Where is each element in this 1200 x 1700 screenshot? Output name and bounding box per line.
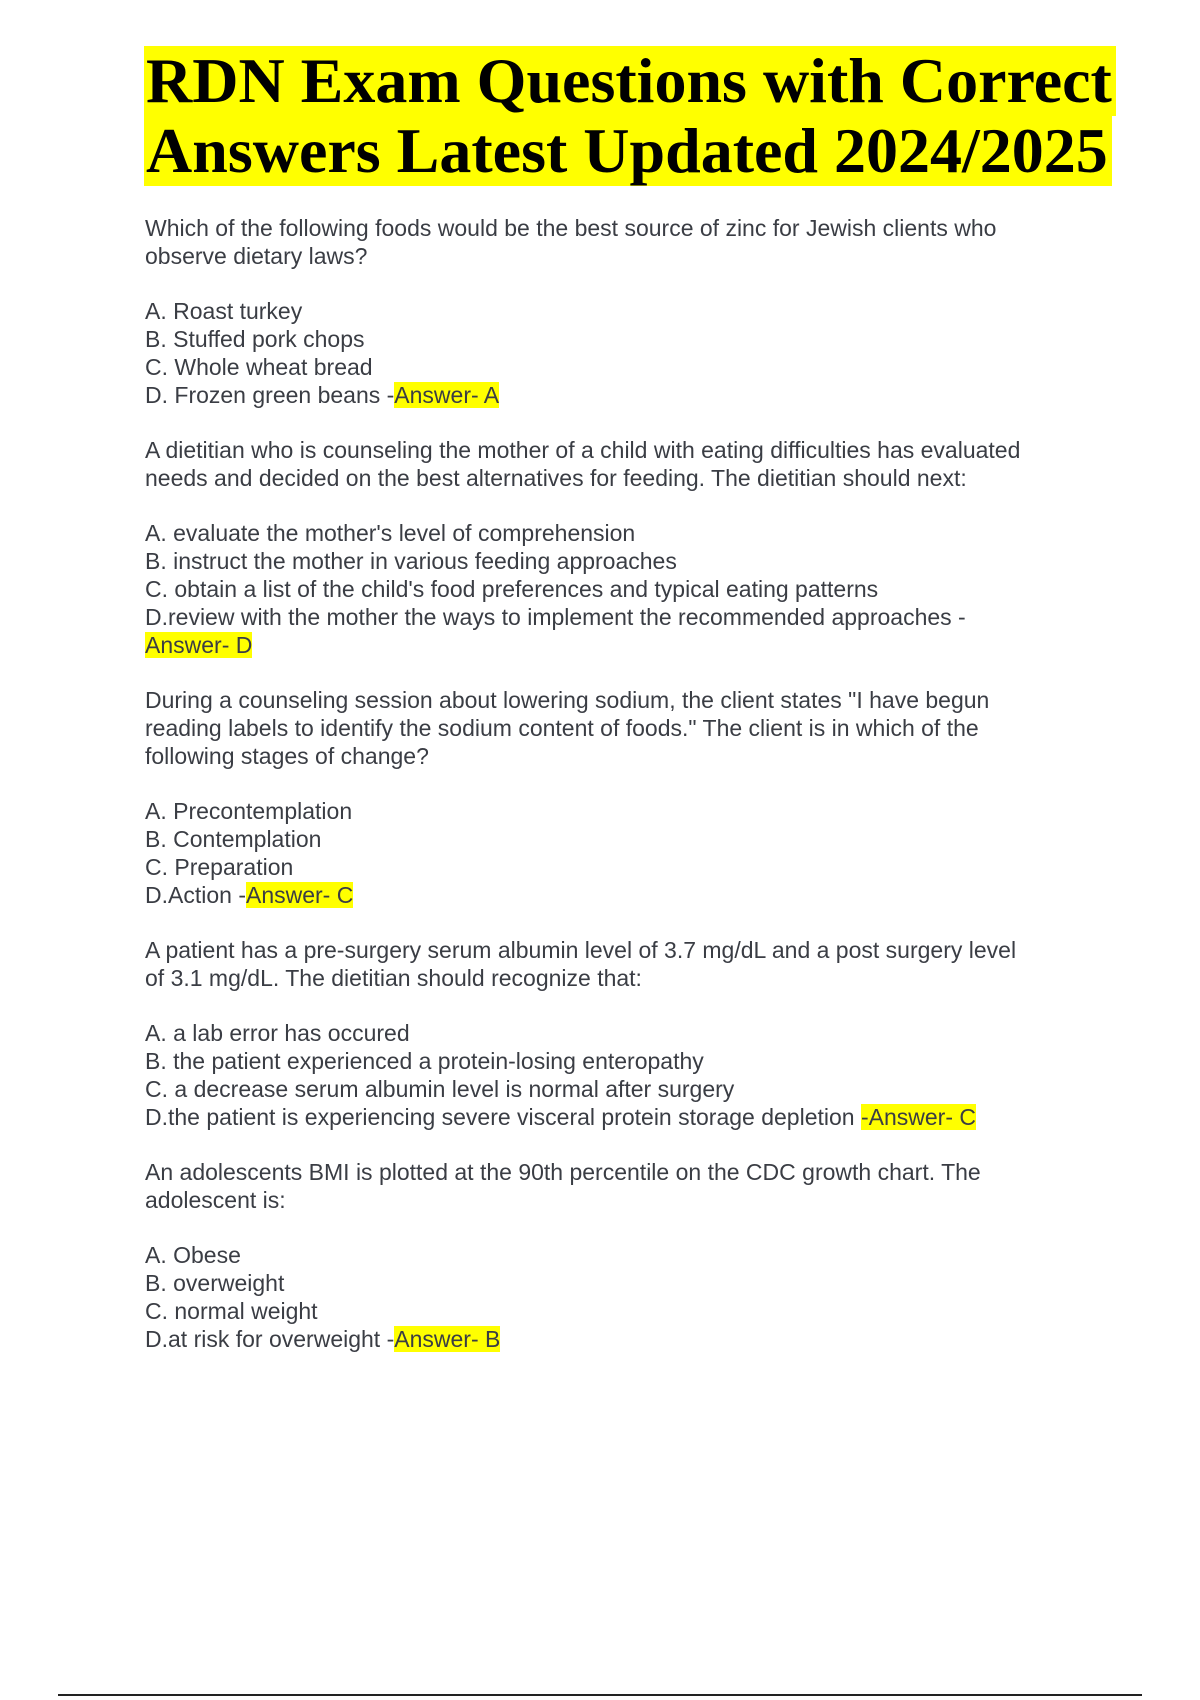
option-d-text: D. Frozen green beans - (145, 382, 395, 408)
question-line: needs and decided on the best alternatives for feeding. The dietitian should next: (145, 465, 967, 491)
option-b: B. overweight (145, 1270, 285, 1296)
question-list (145, 214, 1085, 1380)
question-line: An adolescents BMI is plotted at the 90th percentile on the CDC growth chart. The (145, 1159, 981, 1185)
option-c: C. obtain a list of the child's food preferences and typical eating patterns (145, 576, 879, 602)
question-line: A patient has a pre-surgery serum albumin level of 3.7 mg/dL and a post surgery level (145, 937, 1017, 963)
question-line: During a counseling session about lowering sodium, the client states "I have begun (145, 687, 990, 713)
option-b: B. Contemplation (145, 826, 322, 852)
page-bottom-rule (58, 1694, 1142, 1696)
answer-highlight: Answer- A (394, 382, 500, 408)
title-line-2: Answers Latest Updated 2024/2025 (144, 116, 1112, 186)
question-text (145, 436, 1085, 492)
question-line: Which of the following foods would be the best source of zinc for Jewish clients who (145, 215, 997, 241)
option-d-text: D.the patient is experiencing severe visceral protein storage depletion (145, 1104, 861, 1130)
question-line: A dietitian who is counseling the mother of a child with eating difficulties has evaluated (145, 437, 1021, 463)
title-line-1: RDN Exam Questions with Correct (144, 46, 1116, 116)
answer-highlight: Answer- C (245, 882, 354, 908)
answer-line (145, 631, 1085, 659)
question-4 (145, 936, 1085, 1131)
option-d (145, 1103, 1085, 1131)
question-text (145, 214, 1085, 270)
option-b: B. instruct the mother in various feeding approaches (145, 548, 677, 574)
option-c: C. normal weight (145, 1298, 318, 1324)
option-a: A. evaluate the mother's level of comprehension (145, 520, 636, 546)
question-5 (145, 1158, 1085, 1353)
answer-highlight: -Answer- C (860, 1104, 976, 1130)
option-b: B. Stuffed pork chops (145, 326, 365, 352)
option-a: A. Precontemplation (145, 798, 353, 824)
question-2 (145, 436, 1085, 659)
option-d (145, 381, 1085, 409)
option-c: C. Whole wheat bread (145, 354, 373, 380)
option-d-text: D.Action - (145, 882, 246, 908)
answer-highlight: Answer- D (145, 632, 253, 658)
option-c: C. Preparation (145, 854, 294, 880)
question-line: observe dietary laws? (145, 243, 368, 269)
option-d-text: D.at risk for overweight - (145, 1326, 395, 1352)
option-a: A. a lab error has occured (145, 1020, 410, 1046)
question-text (145, 936, 1085, 992)
question-line: reading labels to identify the sodium content of foods." The client is in which of the (145, 715, 979, 741)
option-a: A. Roast turkey (145, 298, 303, 324)
question-text (145, 1158, 1085, 1214)
question-1 (145, 214, 1085, 409)
question-text (145, 686, 1085, 770)
question-line: adolescent is: (145, 1187, 286, 1213)
option-d (145, 1325, 1085, 1353)
option-d (145, 881, 1085, 909)
option-d: D.review with the mother the ways to implement the recommended approaches - (145, 604, 966, 630)
document-title (144, 46, 1124, 186)
question-line: of 3.1 mg/dL. The dietitian should recognize that: (145, 965, 642, 991)
question-line: following stages of change? (145, 743, 429, 769)
option-a: A. Obese (145, 1242, 241, 1268)
question-3 (145, 686, 1085, 909)
option-c: C. a decrease serum albumin level is normal after surgery (145, 1076, 735, 1102)
option-b: B. the patient experienced a protein-losing enteropathy (145, 1048, 704, 1074)
answer-highlight: Answer- B (394, 1326, 501, 1352)
